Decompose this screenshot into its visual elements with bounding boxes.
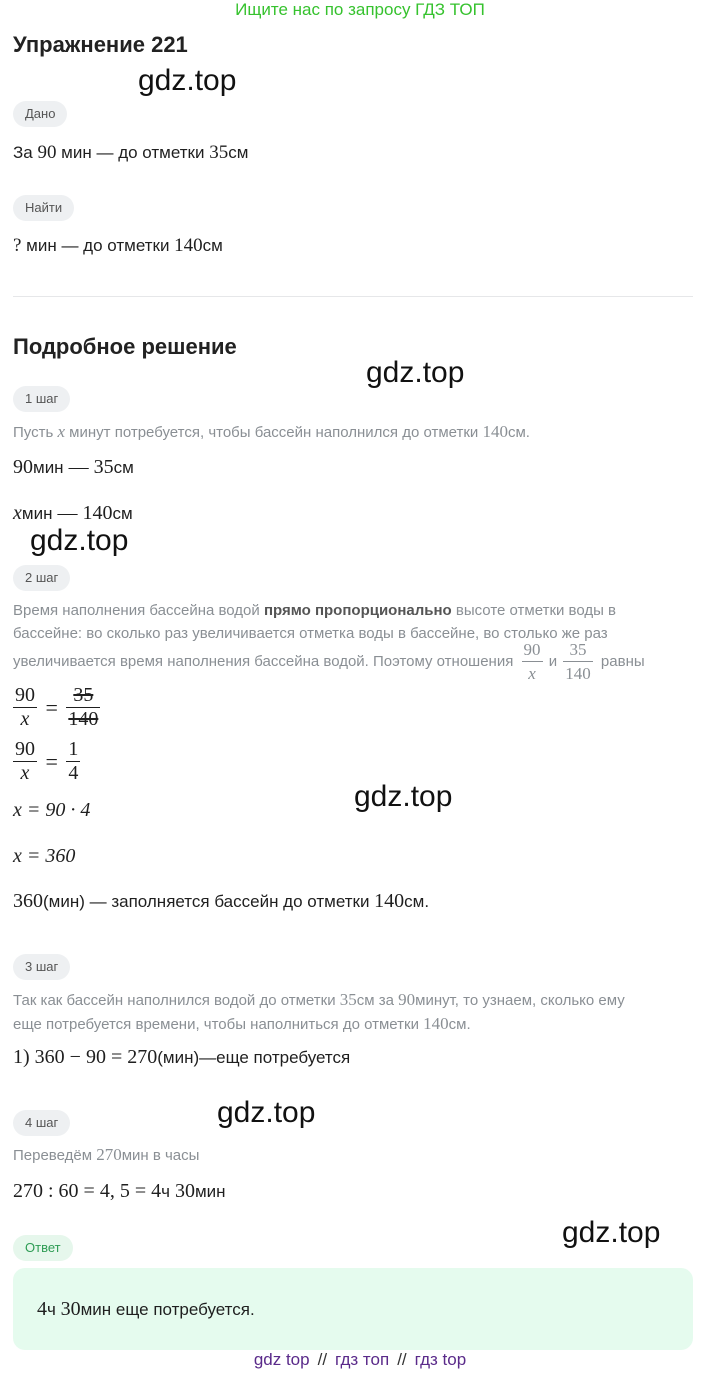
footer-link-gdz-top[interactable]: gdz top — [253, 1350, 310, 1369]
step1-line1: 90мин — 35см — [13, 456, 134, 478]
step3-calc: 1) 360 − 90 = 270(мин)—еще потребуется — [13, 1046, 351, 1068]
step3-text: Так как бассейн наполнился водой до отметки 35см за 90минут, то узнаем, сколько ему еще потребуется времени, чтобы наполниться до отметки 140см. — [13, 990, 625, 1033]
watermark: gdz.top — [217, 1096, 316, 1129]
step2-text: Время наполнения бассейна водой прямо пропорционально высоте отметки воды в бассейне: во сколько раз увеличивается отметка воды в бассейне, во столько же раз — [13, 602, 617, 642]
footer-link-gdz-top-mixed[interactable]: гдз top — [414, 1350, 467, 1369]
solution-title: Подробное решение — [13, 334, 237, 359]
step3-badge: 3 шаг — [13, 954, 70, 980]
answer-text: 4ч 30мин еще потребуется. — [37, 1298, 255, 1320]
footer-link-gdz-top-ru[interactable]: гдз топ — [335, 1350, 390, 1369]
given-badge: Дано — [13, 101, 67, 127]
watermark: gdz.top — [562, 1216, 661, 1249]
eq3: x = 90 · 4 — [13, 799, 91, 821]
step2-badge: 2 шаг — [13, 565, 70, 591]
step4-calc: 270 : 60 = 4, 5 = 4ч 30мин — [13, 1180, 226, 1202]
proportion-eq2: $\frac{90}{x}$ = $\frac{1}{4}$ — [15, 738, 79, 784]
page-title: Упражнение 221 — [13, 32, 188, 57]
step1-line2: xмин — 140см — [13, 502, 133, 524]
watermark: gdz.top — [138, 64, 237, 97]
watermark: gdz.top — [354, 780, 453, 813]
answer-badge: Ответ — [13, 1235, 73, 1261]
eq4: x = 360 — [13, 845, 76, 867]
step2-text-line3: увеличивается время наполнения бассейна водой. Поэтому отношения $\frac{90}{x}$ и $\frac{35}{140}$ равны — [13, 640, 645, 683]
given-text: За 90 мин — до отметки 35см — [13, 142, 249, 163]
top-banner[interactable]: Ищите нас по запросу ГДЗ ТОП — [235, 0, 485, 19]
step1-text: Пусть x минут потребуется, чтобы бассейн наполнился до отметки 140см. — [13, 422, 530, 441]
watermark: gdz.top — [30, 524, 129, 557]
footer-links: gdz top // гдз топ // гдз top — [253, 1350, 467, 1369]
step4-text: Переведём 270мин в часы — [13, 1145, 200, 1164]
watermark: gdz.top — [366, 356, 465, 389]
find-badge: Найти — [13, 195, 74, 221]
proportion-eq1: $\frac{90}{x}$ = $\frac{35}{140}$ — [15, 684, 99, 730]
find-text: ? мин — до отметки 140см — [13, 235, 223, 256]
divider — [13, 296, 693, 297]
step4-badge: 4 шаг — [13, 1110, 70, 1136]
step1-badge: 1 шаг — [13, 386, 70, 412]
step2-result: 360(мин) — заполняется бассейн до отметки 140см. — [13, 890, 430, 912]
